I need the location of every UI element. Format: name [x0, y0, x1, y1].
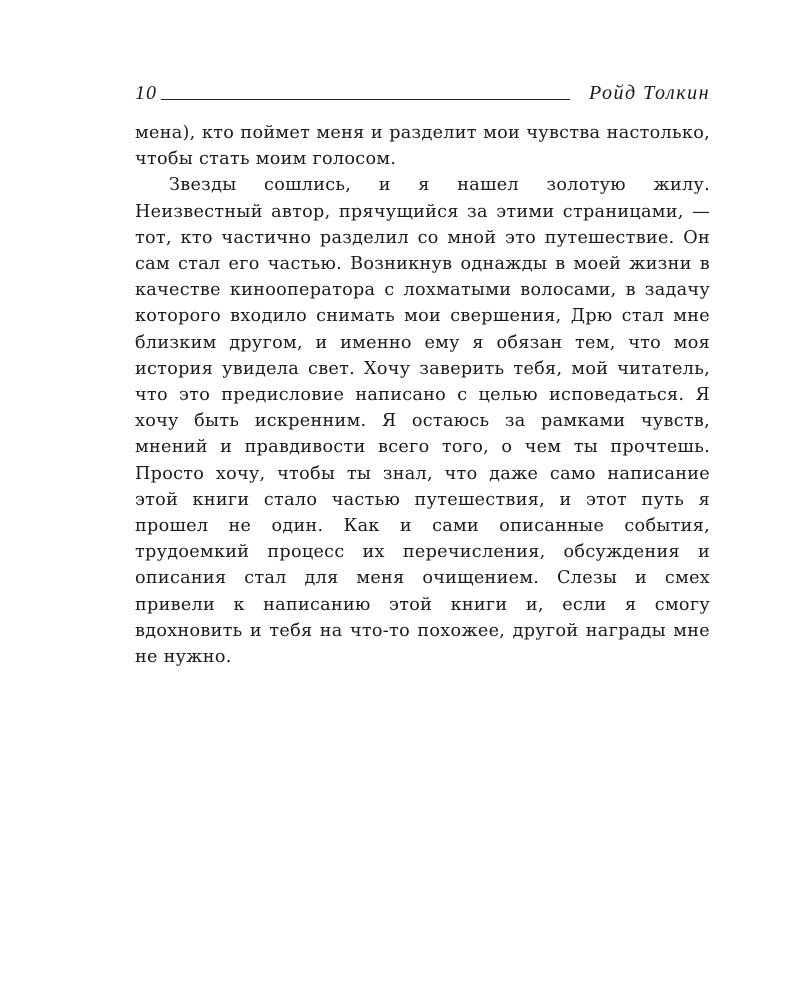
body-text [135, 120, 710, 670]
paragraph-continuation: мена), кто поймет меня и разделит мои чувства настолько, чтобы стать моим голосом. [135, 123, 710, 170]
running-head [135, 78, 710, 106]
running-head-author: Ройд Толкин [588, 82, 710, 104]
paragraph: Звезды сошлись, и я нашел золотую жилу. Неизвестный автор, прячущийся за этими страницами, — тот, кто частично разделил со мной это путешествие. Он сам стал его частью. Возникнув однажды в моей жизни в качестве кинооператора с лохматыми волосами, в задачу которого входило снимать мои свершения, Дрю стал мне близким другом, и именно ему я обязан тем, что моя история увидела свет. Хочу заверить тебя, мой читатель, что это предисловие написано с целью исповедаться. Я хочу быть искренним. Я остаюсь за рамками чувств, мнений и правдивости всего того, о чем ты прочтешь. Просто хочу, чтобы ты знал, что даже само написание этой книги стало частью путешествия, и этот путь я прошел не один. Как и сами описанные события, трудоемкий процесс их перечисления, обсуждения и описания стал для меня очищением. Слезы и смех привели к написанию этой книги и, если я смогу вдохновить и тебя на что-то похожее, другой награды мне не нужно. [135, 175, 710, 668]
page-number: 10 [135, 82, 157, 104]
page-content [135, 78, 710, 670]
header-rule [161, 99, 570, 100]
